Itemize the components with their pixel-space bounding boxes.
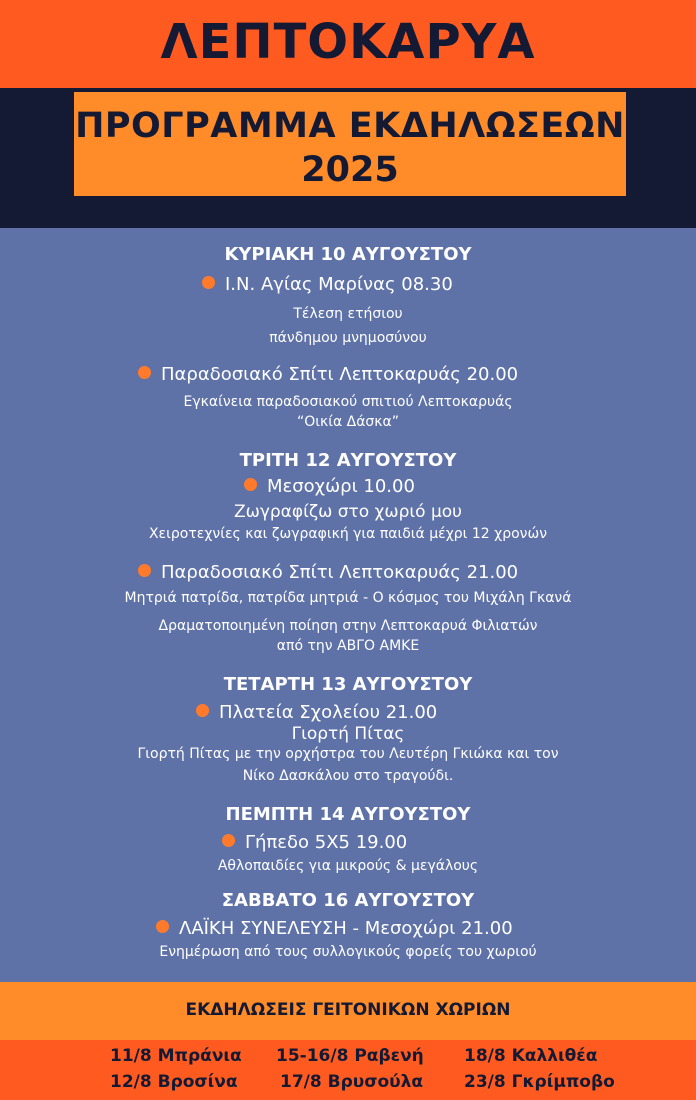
event-detail: Τέλεση ετήσιου bbox=[293, 306, 403, 322]
event-subtitle: Γιορτή Πίτας bbox=[291, 724, 405, 744]
event-detail: Νίκο Δασκάλου στο τραγούδι. bbox=[242, 768, 454, 784]
event-heading bbox=[202, 274, 453, 295]
neighbor-event: 17/8 Βρυσούλα bbox=[280, 1072, 424, 1092]
event-title: ΛΑΪΚΗ ΣΥΝΕΛΕΥΣΗ - Μεσοχώρι 21.00 bbox=[179, 918, 513, 939]
event-detail: “Οικία Δάσκα” bbox=[296, 414, 400, 430]
day-heading-tuesday-12: ΤΡΙΤΗ 12 ΑΥΓΟΥΣΤΟΥ bbox=[239, 450, 457, 471]
event-detail: Μητριά πατρίδα, πατρίδα μητριά - Ο κόσμος του Μιχάλη Γκανά bbox=[124, 590, 572, 606]
neighbor-event: 23/8 Γκρίμποβο bbox=[464, 1072, 615, 1092]
day-heading-wednesday-13: ΤΕΤΑΡΤΗ 13 ΑΥΓΟΥΣΤΟΥ bbox=[223, 674, 473, 695]
event-detail: Δραματοποιημένη ποίηση στην Λεπτοκαρυά Φιλιατών bbox=[158, 618, 538, 634]
bullet-icon bbox=[138, 366, 151, 379]
event-detail: Χειροτεχνίες και ζωγραφική για παιδιά μέχρι 12 χρονών bbox=[148, 526, 548, 542]
day-heading-saturday-16: ΣΑΒΒΑΤΟ 16 ΑΥΓΟΥΣΤΟΥ bbox=[221, 890, 475, 911]
neighbors-title: ΕΚΔΗΛΩΣΕΙΣ ΓΕΙΤΟΝΙΚΩΝ ΧΩΡΙΩΝ bbox=[185, 1000, 511, 1020]
page-title: ΛΕΠΤΟΚΑΡΥΑ bbox=[160, 14, 536, 70]
event-detail: από την ΑΒΓΟ ΑΜΚΕ bbox=[276, 638, 420, 654]
event-title: Μεσοχώρι 10.00 bbox=[267, 476, 415, 497]
neighbor-event: 18/8 Καλλιθέα bbox=[464, 1046, 598, 1066]
event-heading bbox=[196, 702, 437, 723]
event-heading bbox=[138, 364, 518, 385]
bullet-icon bbox=[222, 834, 235, 847]
program-title: ΠΡΟΓΡΑΜΜΑ ΕΚΔΗΛΩΣΕΩΝ bbox=[75, 106, 625, 146]
event-detail: Αθλοπαιδίες για μικρούς & μεγάλους bbox=[217, 858, 479, 874]
bullet-icon bbox=[244, 478, 257, 491]
neighbor-event: 12/8 Βροσίνα bbox=[110, 1072, 238, 1092]
event-detail: πάνδημου μνημοσύνου bbox=[269, 330, 427, 346]
program-year: 2025 bbox=[301, 150, 399, 190]
program-panel bbox=[0, 228, 696, 980]
event-detail: Ενημέρωση από τους συλλογικούς φορείς του χωριού bbox=[159, 944, 537, 960]
day-heading-sunday-10: ΚΥΡΙΑΚΗ 10 ΑΥΓΟΥΣΤΟΥ bbox=[224, 244, 472, 265]
event-heading bbox=[222, 832, 407, 853]
event-heading bbox=[244, 476, 415, 497]
day-heading-thursday-14: ΠΕΜΠΤΗ 14 ΑΥΓΟΥΣΤΟΥ bbox=[225, 804, 471, 825]
event-title: Πλατεία Σχολείου 21.00 bbox=[219, 702, 438, 723]
neighbor-event: 11/8 Μπράνια bbox=[110, 1046, 242, 1066]
event-subtitle: Ζωγραφίζω στο χωριό μου bbox=[233, 502, 463, 522]
bullet-icon bbox=[196, 704, 209, 717]
event-heading bbox=[138, 562, 518, 583]
event-title: Παραδοσιακό Σπίτι Λεπτοκαρυάς 20.00 bbox=[161, 364, 519, 385]
event-detail: Γιορτή Πίτας με την ορχήστρα του Λευτέρη Γκιώκα και τον bbox=[137, 746, 559, 762]
neighbor-event: 15-16/8 Ραβενή bbox=[276, 1046, 424, 1066]
event-detail: Εγκαίνεια παραδοσιακού σπιτιού Λεπτοκαρυάς bbox=[183, 394, 513, 410]
event-title: Ι.Ν. Αγίας Μαρίνας 08.30 bbox=[225, 274, 453, 295]
event-heading bbox=[156, 918, 513, 939]
bullet-icon bbox=[138, 564, 151, 577]
subtitle-box bbox=[74, 92, 626, 196]
bullet-icon bbox=[156, 920, 169, 933]
event-title: Παραδοσιακό Σπίτι Λεπτοκαρυάς 21.00 bbox=[161, 562, 519, 583]
bullet-icon bbox=[202, 276, 215, 289]
event-title: Γήπεδο 5Χ5 19.00 bbox=[245, 832, 408, 853]
